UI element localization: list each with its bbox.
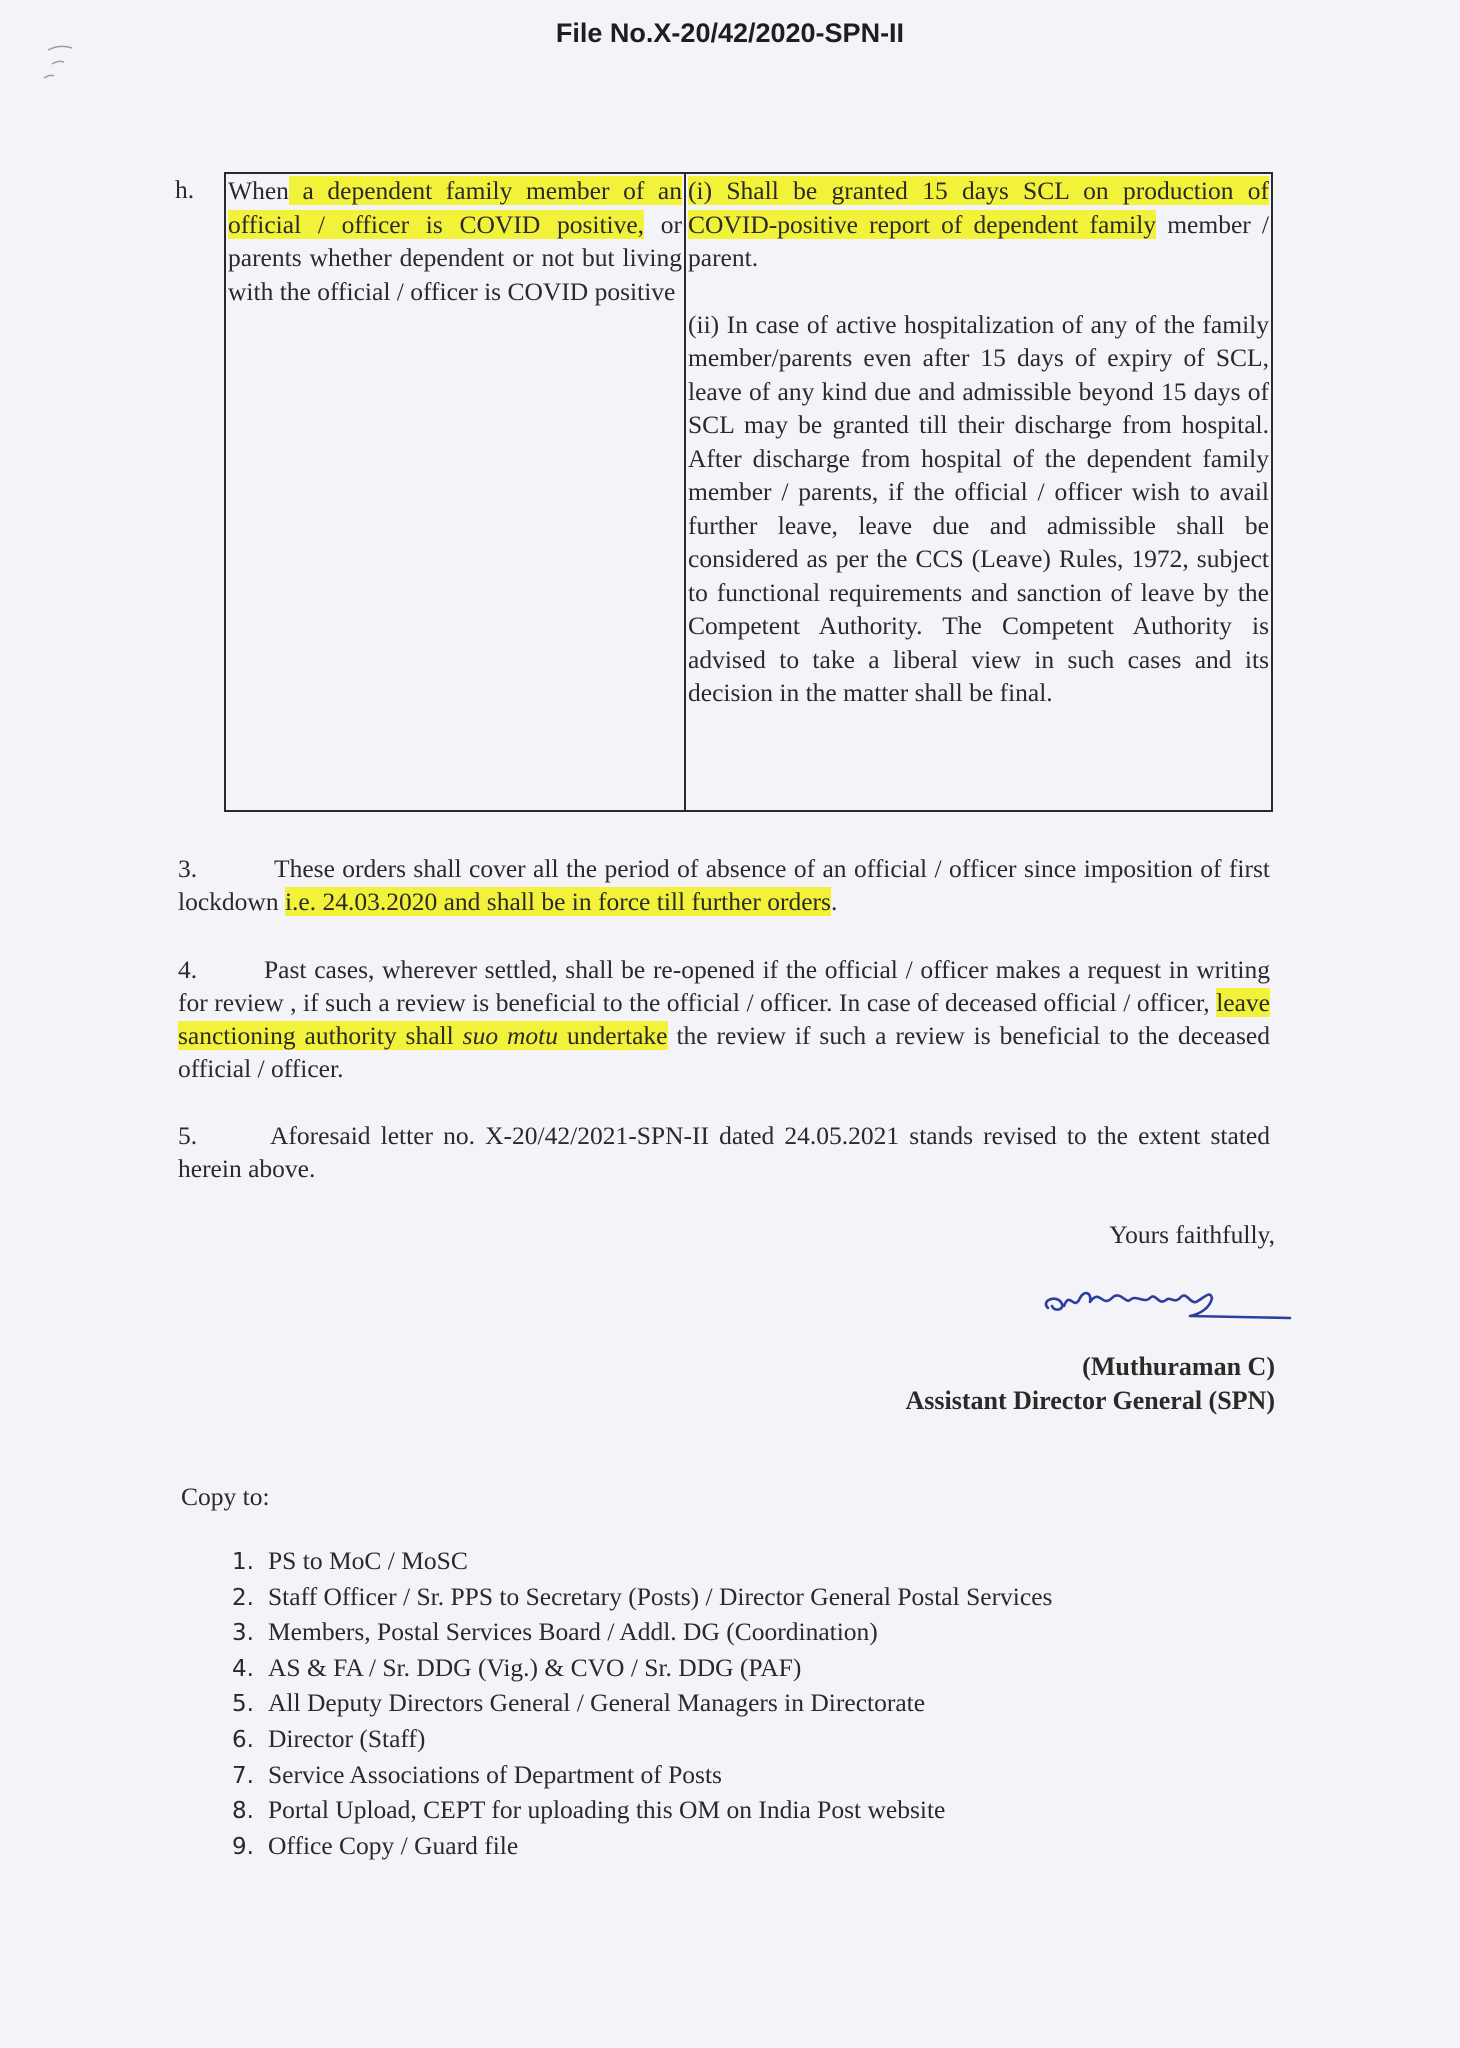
condition-cell xyxy=(225,173,685,811)
p4-highlight: leave sanctioning authority shall suo motu undertake xyxy=(178,988,1270,1050)
list-item: 9. Office Copy / Guard file xyxy=(232,1830,519,1860)
list-item: 7. Service Associations of Department of Posts xyxy=(232,1759,722,1789)
paragraph-3: 3. These orders shall cover all the period of absence of an official / officer since imposition of first lockdown i.e. 24.03.2020 and shall be in force till further orders. xyxy=(178,854,1270,916)
copy-to-title: Copy to: xyxy=(181,1482,270,1511)
list-item: 8. Portal Upload, CEPT for uploading this OM on India Post website xyxy=(232,1795,946,1825)
leave-table xyxy=(175,172,1273,812)
provision-ii: (ii) In case of active hospitalization of any of the family member/parents even after 15 days of expiry of SCL, leave of any kind due and admissible beyond 15 days of SCL may be granted till their discharge from hospital. After discharge from hospital of the dependent family member / parents, if the official / officer wish to avail further leave, leave due and admissible shall be considered as per the CCS (Leave) Rules, 1972, subject to functional requirements and sanction of leave by the Competent Authority. The Competent Authority is advised to take a liberal view in such cases and its decision in the matter shall be final. xyxy=(688,309,1269,707)
list-item: 4. AS & FA / Sr. DDG (Vig.) & CVO / Sr. DDG (PAF) xyxy=(232,1652,802,1682)
provision-cell xyxy=(685,173,1272,811)
signatory-designation: Assistant Director General (SPN) xyxy=(905,1386,1275,1415)
file-number: File No.X-20/42/2020-SPN-II xyxy=(555,18,905,48)
condition-text-1: When xyxy=(228,176,289,205)
table-row xyxy=(175,173,1272,811)
signature-image xyxy=(1040,1268,1300,1328)
p3-highlight: i.e. 24.03.2020 and shall be in force till further orders xyxy=(284,887,831,916)
row-label: h. xyxy=(175,175,195,204)
salutation: Yours faithfully, xyxy=(1109,1220,1275,1249)
copy-to-list xyxy=(232,1544,1052,1864)
signatory-name: (Muthuraman C) xyxy=(1082,1352,1275,1381)
paragraph-4: 4. Past cases, wherever settled, shall be re-opened if the official / officer makes a request in writing for review , if such a review is beneficial to the official / officer. In case of deceased official / officer, leave sanctioning authority shall suo motu undertake the review if such a review is beneficial to the deceased official / officer. xyxy=(178,955,1270,1083)
condition-highlight: a dependent family member of an official / officer is COVID positive, xyxy=(228,176,682,239)
provision-i-text: member / parent. xyxy=(688,209,1269,272)
list-item: 2. Staff Officer / Sr. PPS to Secretary (Posts) / Director General Postal Services xyxy=(232,1581,1053,1611)
paragraph-5: 5. Aforesaid letter no. X-20/42/2021-SPN-II dated 24.05.2021 stands revised to the extent stated herein above. xyxy=(178,1121,1270,1183)
list-item: 3. Members, Postal Services Board / Addl. DG (Coordination) xyxy=(232,1617,878,1647)
provision-i-highlight: (i) Shall be granted 15 days SCL on production of COVID-positive report of dependent family xyxy=(688,176,1269,239)
list-item: 5. All Deputy Directors General / General Managers in Directorate xyxy=(232,1688,926,1718)
list-item: 6. Director (Staff) xyxy=(232,1723,426,1753)
condition-text-2: or parents whether dependent or not but living with the official / officer is COVID positive xyxy=(228,209,682,306)
list-item: 1. PS to MoC / MoSC xyxy=(232,1546,468,1575)
